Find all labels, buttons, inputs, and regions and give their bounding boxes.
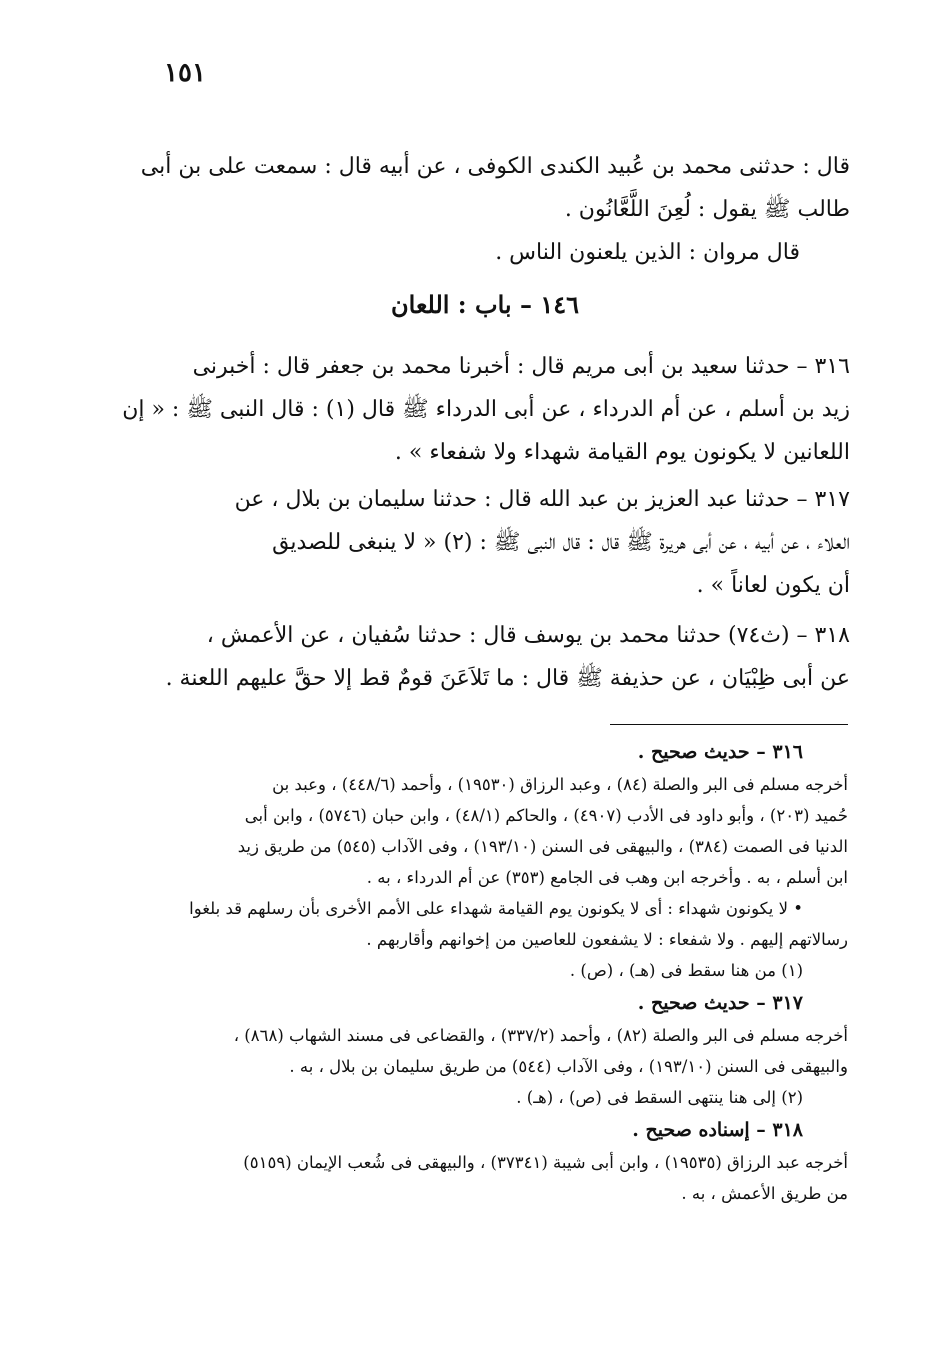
footnote-1: (١) من هنا سقط فى (هـ) ، (ص) . (569, 961, 803, 980)
footnotes (120, 735, 848, 1209)
note-heading-318: ٣١٨ – إسناده صحيح . (632, 1119, 803, 1141)
text-line: ٣١٧ – حدثنا عبد العزيز بن عبد الله قال : حدثنا سليمان بن بلال ، عن (234, 487, 850, 512)
note-line: والبيهقى فى السنن (١٩٣/١٠) ، وفى الآداب (٥٤٤) من طريق سليمان بن بلال ، به . (289, 1057, 848, 1076)
hadith-318 (120, 614, 850, 700)
note-line: من طريق الأعمش ، به . (681, 1184, 848, 1203)
chapter-title: ١٤٦ – باب : اللعان (391, 290, 579, 319)
footnote-divider (610, 724, 848, 725)
note-line: أخرجه مسلم فى البر والصلة (٨٤) ، وعبد الرزاق (١٩٥٣٠) ، وأحمد (٤٤٨/٦) ، وعبد بن (272, 775, 848, 794)
note-gloss-line: رسالاتهم إليهم . ولا شفعاء : لا يشفعون للعاصين من إخوانهم وأقاربهم . (366, 930, 848, 949)
note-line: حُميد (٢٠٣) ، وأبو داود فى الأدب (٤٩٠٧) ، والحاكم (٤٨/١) ، وابن حبان (٥٧٤٦) ، وابن أبى (244, 806, 848, 825)
note-line: الدنيا فى الصمت (٣٨٤) ، والبيهقى فى السنن (١٩٣/١٠) ، وفى الآداب (٥٤٥) من طريق زيد (237, 837, 848, 856)
text-line: طالب ﷺ يقول : لُعِنَ اللَّعَّانُون . (564, 197, 850, 222)
intro-paragraph (120, 145, 850, 274)
text-line: أن يكون لعاناً » . (696, 573, 850, 598)
note-heading-316: ٣١٦ – حديث صحيح . (637, 741, 803, 763)
note-heading-317: ٣١٧ – حديث صحيح . (637, 992, 803, 1014)
text-line: اللعانين لا يكونون يوم القيامة شهداء ولا شفعاء » . (394, 440, 850, 465)
note-gloss-line: • لا يكونون شهداء : أى لا يكونون يوم القيامة شهداء على الأمم الأخرى بأن رسلهم قد بلغوا (189, 899, 803, 918)
note-line: أخرجه مسلم فى البر والصلة (٨٢) ، وأحمد (٣٣٧/٢) ، والقضاعى فى مسند الشهاب (٨٦٨) ، (233, 1026, 848, 1045)
footnote-2: (٢) إلى هنا ينتهى السقط فى (ص) ، (هـ) . (516, 1088, 803, 1107)
note-line: أخرجه عبد الرزاق (١٩٥٣٥) ، وابن أبى شيبة (٣٧٣٤١) ، والبيهقى فى شُعب الإيمان (٥١٥٩) (243, 1153, 848, 1172)
text-line: قال : حدثنى محمد بن عُبيد الكندى الكوفى ، عن أبيه قال : سمعت على بن أبى (140, 154, 850, 179)
note-line: ابن أسلم ، به . وأخرجه ابن وهب فى الجامع (٣٥٣) عن أم الدرداء ، به . (366, 868, 848, 887)
text-line: ٣١٨ – (ث٧٤) حدثنا محمد بن يوسف قال : حدثنا سُفيان ، عن الأعمش ، (206, 623, 850, 648)
text-line: ٣١٦ – حدثنا سعيد بن أبى مريم قال : أخبرنا محمد بن جعفر قال : أخبرنى (192, 354, 850, 379)
text-line: قال مروان : الذين يلعنون الناس . (495, 240, 800, 265)
text-line: زيد بن أسلم ، عن أم الدرداء ، عن أبى الدرداء ﷺ قال (١) : قال النبى ﷺ : « إن (122, 397, 850, 422)
text-line: العلاء ، عن أبيه ، عن أبى هريرة ﷺ قال : قال النبى ﷺ : (٢) « لا ينبغى للصديق (272, 530, 850, 555)
text-line: عن أبى ظِبْيَان ، عن حذيفة ﷺ قال : ما تَلاَعَنَ قومٌ قط إلا حقَّ عليهم اللعنة . (165, 666, 850, 691)
page-number: ١٥١ (164, 58, 206, 88)
hadith-316 (120, 345, 850, 474)
hadith-317 (120, 478, 850, 607)
